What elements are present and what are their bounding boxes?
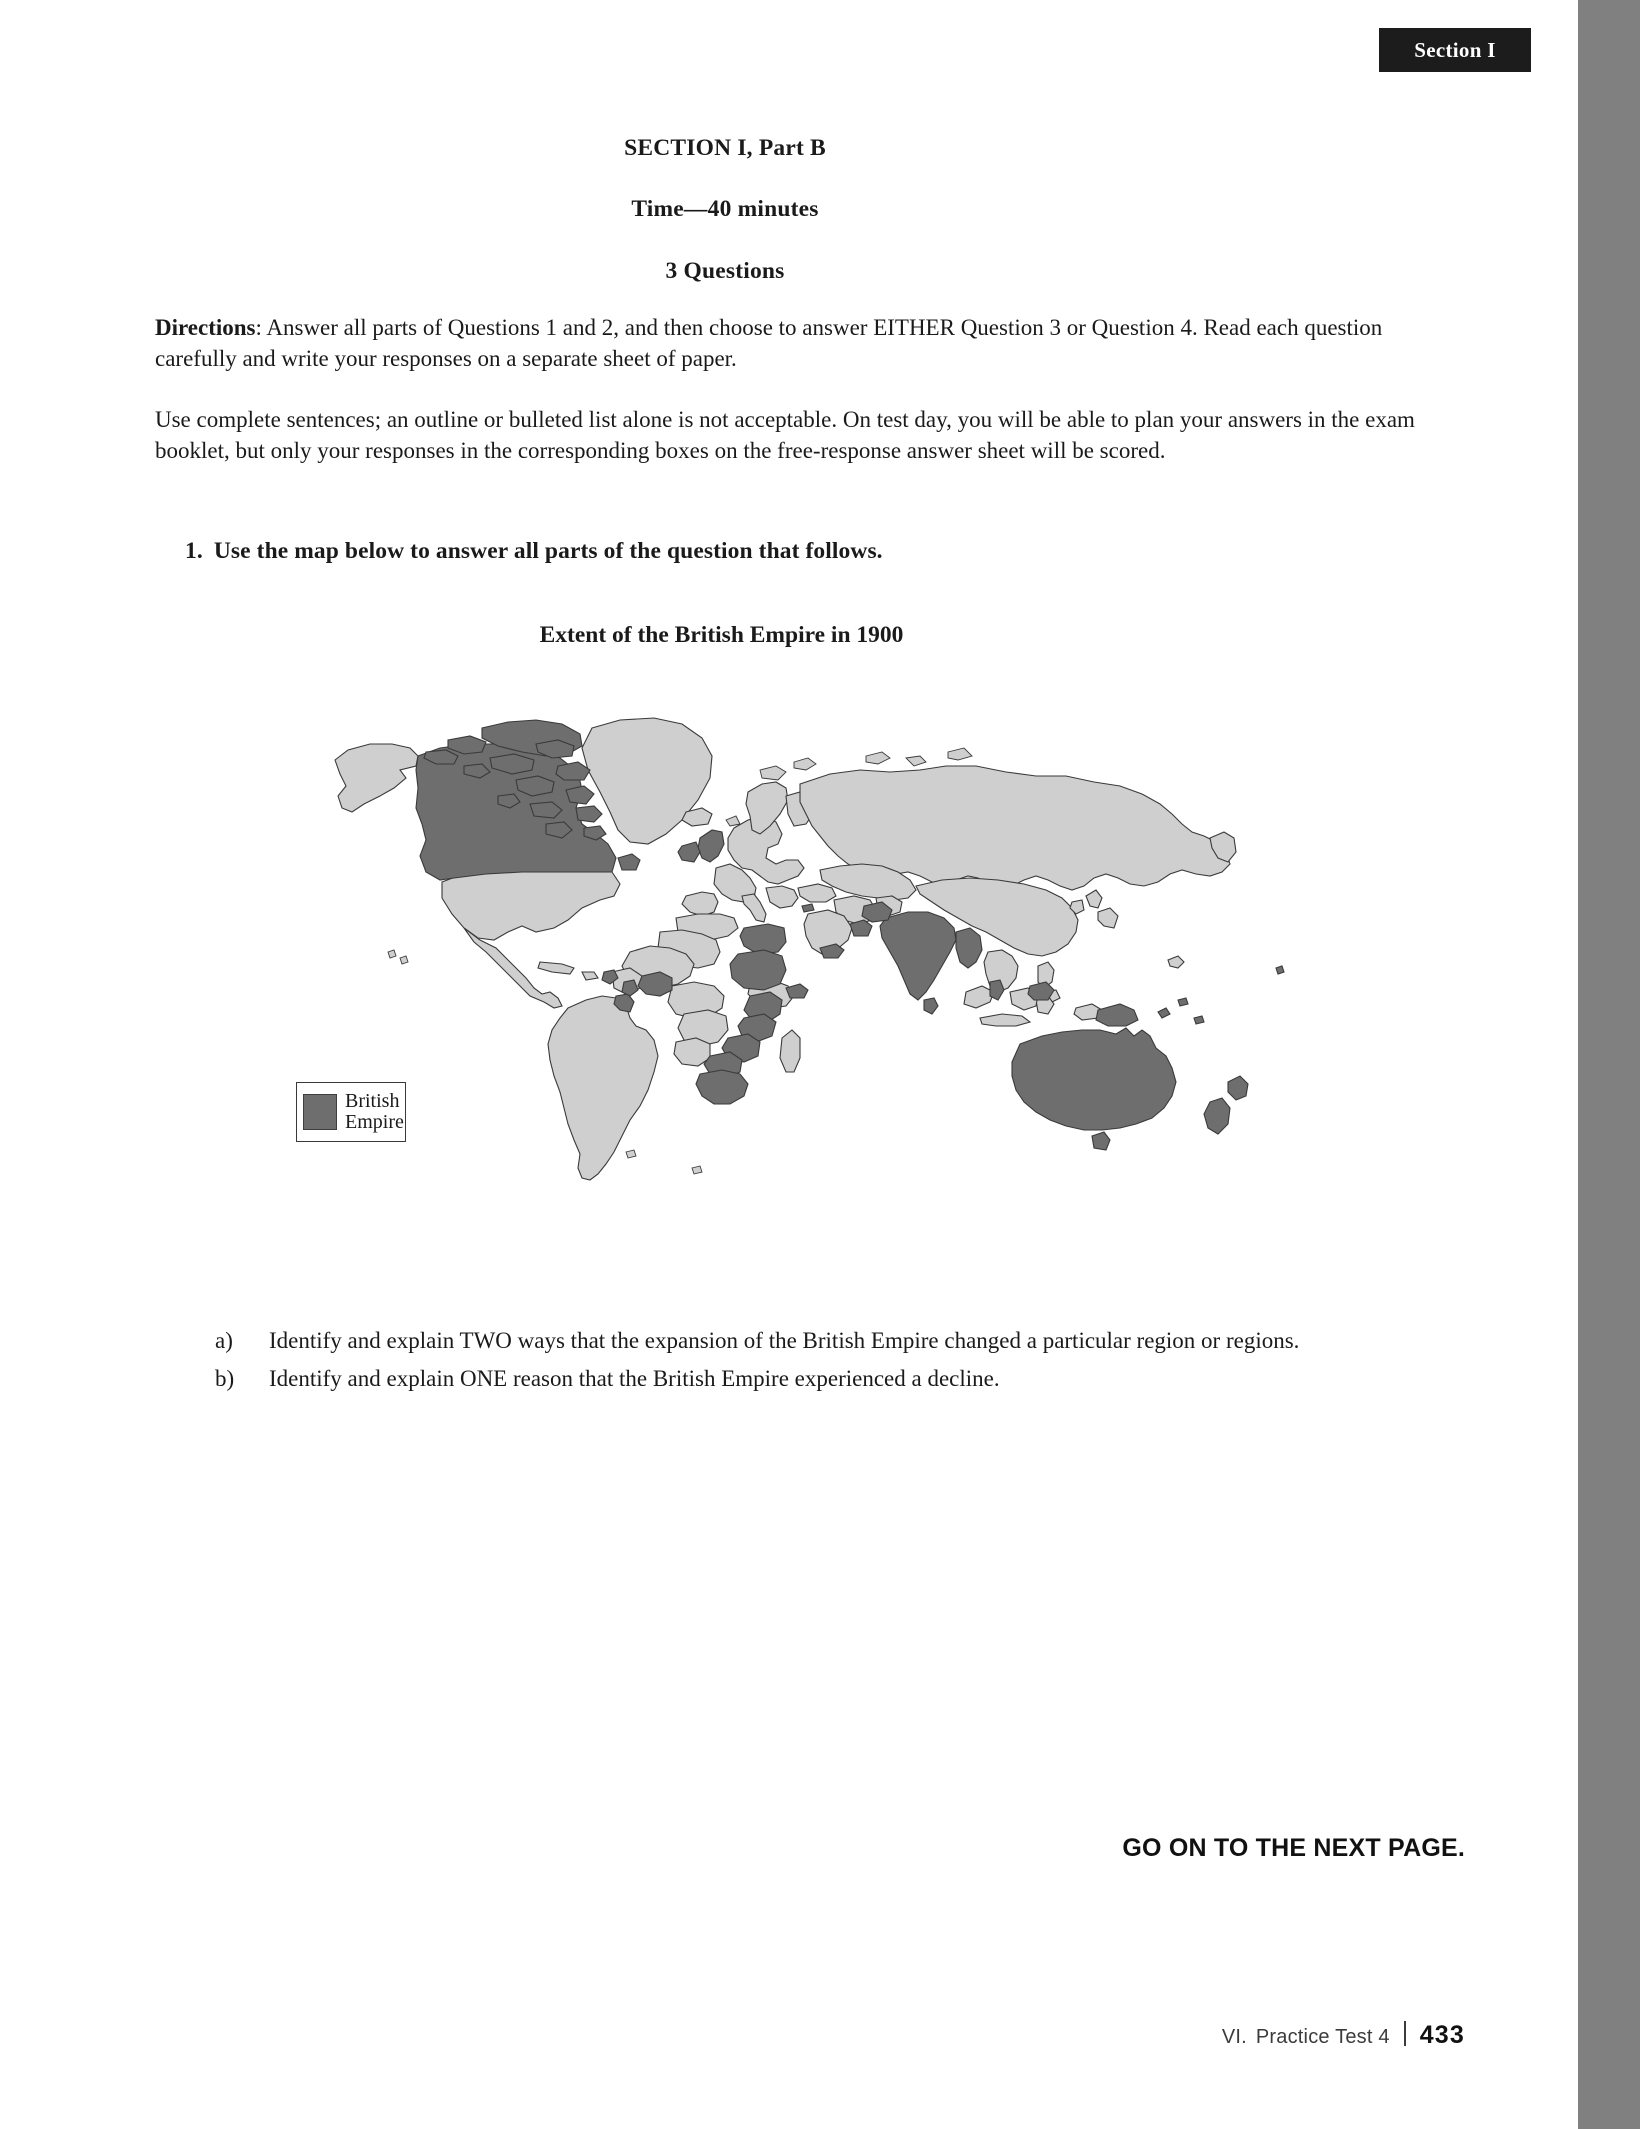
legend-label-line-2: Empire xyxy=(345,1111,404,1133)
subpart-a-marker: a) xyxy=(215,1328,233,1353)
heading-section-part xyxy=(0,135,1578,162)
heading-question-count-text: 3 Questions xyxy=(665,258,785,284)
footer-page-number: 433 xyxy=(1419,2021,1465,2049)
directions-paragraph xyxy=(155,312,1465,374)
legend-label-line-1: British xyxy=(345,1090,400,1112)
section-tab-label: Section I xyxy=(1414,37,1496,62)
heading-time-limit-text: Time—40 minutes xyxy=(631,196,819,222)
page-footer xyxy=(1222,2018,1465,2050)
subpart-a-text: Identify and explain TWO ways that the expansion of the British Empire changed a particular region or regions. xyxy=(269,1328,1300,1353)
subpart-a xyxy=(215,1325,1475,1356)
directions-text: : Answer all parts of Questions 1 and 2, and then choose to answer EITHER Question 3 or Question 4. Read each question carefully and write your responses on a separate sheet of paper. xyxy=(155,315,1383,371)
world-map-figure xyxy=(330,700,1310,1200)
question-1 xyxy=(185,538,883,565)
map-legend xyxy=(296,1082,406,1142)
footer-divider-rule xyxy=(1404,2021,1406,2046)
note-text: Use complete sentences; an outline or bulleted list alone is not acceptable. On test day, you will be able to plan your answers in the exam booklet, but only your responses in the corresponding boxes on the free-response answer sheet will be scored. xyxy=(155,407,1415,463)
go-on-text: GO ON TO THE NEXT PAGE. xyxy=(1122,1834,1465,1862)
note-paragraph xyxy=(155,404,1465,466)
heading-time-limit xyxy=(0,196,1578,223)
legend-swatch-british-empire xyxy=(303,1094,337,1130)
directions-label: Directions xyxy=(155,315,256,340)
footer-test-label: Practice Test 4 xyxy=(1255,2026,1390,2048)
question-1-prompt: Use the map below to answer all parts of the question that follows. xyxy=(213,538,883,564)
question-1-number: 1. xyxy=(185,538,203,564)
heading-question-count xyxy=(0,258,1578,285)
map-title xyxy=(0,622,1578,649)
subpart-b-marker: b) xyxy=(215,1366,235,1391)
go-on-to-next-page-notice xyxy=(1122,1834,1465,1863)
footer-section-label: VI. xyxy=(1221,2026,1247,2048)
map-title-text: Extent of the British Empire in 1900 xyxy=(539,622,904,648)
heading-section-part-text: SECTION I, Part B xyxy=(624,135,826,161)
subpart-b-text: Identify and explain ONE reason that the British Empire experienced a decline. xyxy=(269,1366,1000,1391)
legend-label-british-empire xyxy=(345,1091,404,1133)
subpart-b xyxy=(215,1363,1475,1394)
page-gutter-bar xyxy=(1578,0,1640,2129)
